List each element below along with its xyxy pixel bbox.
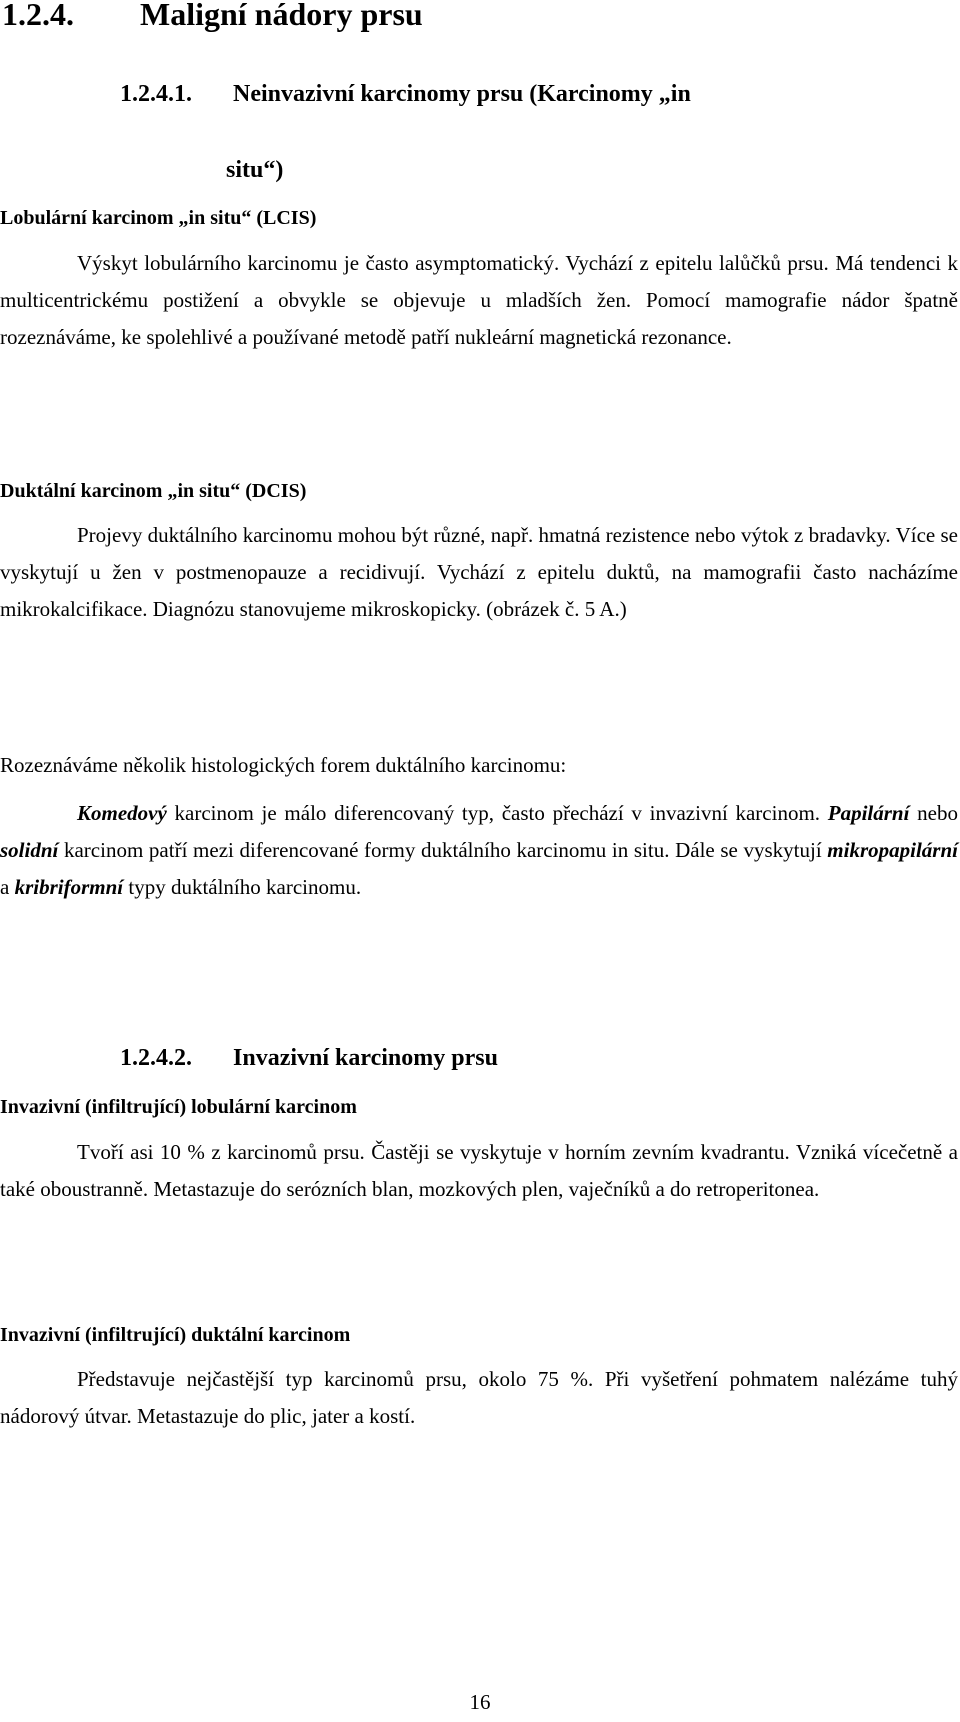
subsection-2-title: Invazivní karcinomy prsu bbox=[233, 1045, 498, 1071]
subsection-1-number: 1.2.4.1. bbox=[120, 81, 192, 107]
term-komedovy: Komedový bbox=[77, 801, 167, 825]
forms-text-2: nebo bbox=[909, 801, 958, 825]
section-title: Maligní nádory prsu bbox=[140, 0, 423, 32]
ilc-paragraph bbox=[0, 1134, 958, 1208]
dcis-paragraph bbox=[0, 517, 958, 628]
term-mikropapilarni: mikropapilární bbox=[827, 838, 958, 862]
lcis-text: Výskyt lobulárního karcinomu je často asymptomatický. Vychází z epitelu lalůčků prsu. Má tendenci k multicentrickému postižení a obvykle se objevuje u mladších žen. Pomocí mamografie nádor špatně rozeznáváme, ke spolehlivé a používané metodě patří nukleární magnetická rezonance. bbox=[0, 251, 958, 349]
section-heading bbox=[2, 0, 423, 36]
dcis-heading: Duktální karcinom „in situ“ (DCIS) bbox=[0, 480, 307, 502]
subsection-1-title-line1: Neinvazivní karcinomy prsu (Karcinomy „in bbox=[233, 81, 691, 107]
ilc-text: Tvoří asi 10 % z karcinomů prsu. Častěji se vyskytuje v horním zevním kvadrantu. Vzniká vícečetně a také oboustranně. Metastazuje do serózních blan, mozkových plen, vaječníků a do retroperitonea. bbox=[0, 1140, 958, 1201]
idc-heading: Invazivní (infiltrující) duktální karcinom bbox=[0, 1324, 351, 1346]
forms-text-5: typy duktálního karcinomu. bbox=[123, 875, 362, 899]
idc-paragraph bbox=[0, 1361, 958, 1435]
forms-text-4: a bbox=[0, 875, 15, 899]
page-number: 16 bbox=[469, 1690, 491, 1714]
lcis-paragraph bbox=[0, 245, 958, 356]
forms-text-3: karcinom patří mezi diferencované formy duktálního karcinomu in situ. Dále se vyskytují bbox=[58, 838, 828, 862]
term-papilarni: Papilární bbox=[827, 801, 910, 825]
idc-text: Představuje nejčastější typ karcinomů prsu, okolo 75 %. Při vyšetření pohmatem nalézáme tuhý nádorový útvar. Metastazuje do plic, jater a kostí. bbox=[0, 1367, 958, 1428]
ilc-heading: Invazivní (infiltrující) lobulární karcinom bbox=[0, 1096, 357, 1118]
section-number: 1.2.4. bbox=[2, 0, 74, 32]
term-kribriformni: kribriformní bbox=[14, 875, 124, 899]
forms-paragraph bbox=[0, 795, 958, 906]
term-solidni: solidní bbox=[0, 838, 59, 862]
forms-intro: Rozeznáváme několik histologických forem duktálního karcinomu: bbox=[0, 753, 567, 777]
subsection-2-number: 1.2.4.2. bbox=[120, 1045, 192, 1071]
lcis-heading: Lobulární karcinom „in situ“ (LCIS) bbox=[0, 207, 317, 229]
dcis-text: Projevy duktálního karcinomu mohou být různé, např. hmatná rezistence nebo výtok z bradavky. Více se vyskytují u žen v postmenopauze a recidivují. Vychází z epitelu duktů, na mamografii často nacházíme mikrokalcifikace. Diagnózu stanovujeme mikroskopicky. (obrázek č. 5 A.) bbox=[0, 523, 958, 621]
forms-text-1: karcinom je málo diferencovaný typ, často přechází v invazivní karcinom. bbox=[166, 801, 828, 825]
subsection-1-title-line2: situ“) bbox=[226, 157, 284, 183]
